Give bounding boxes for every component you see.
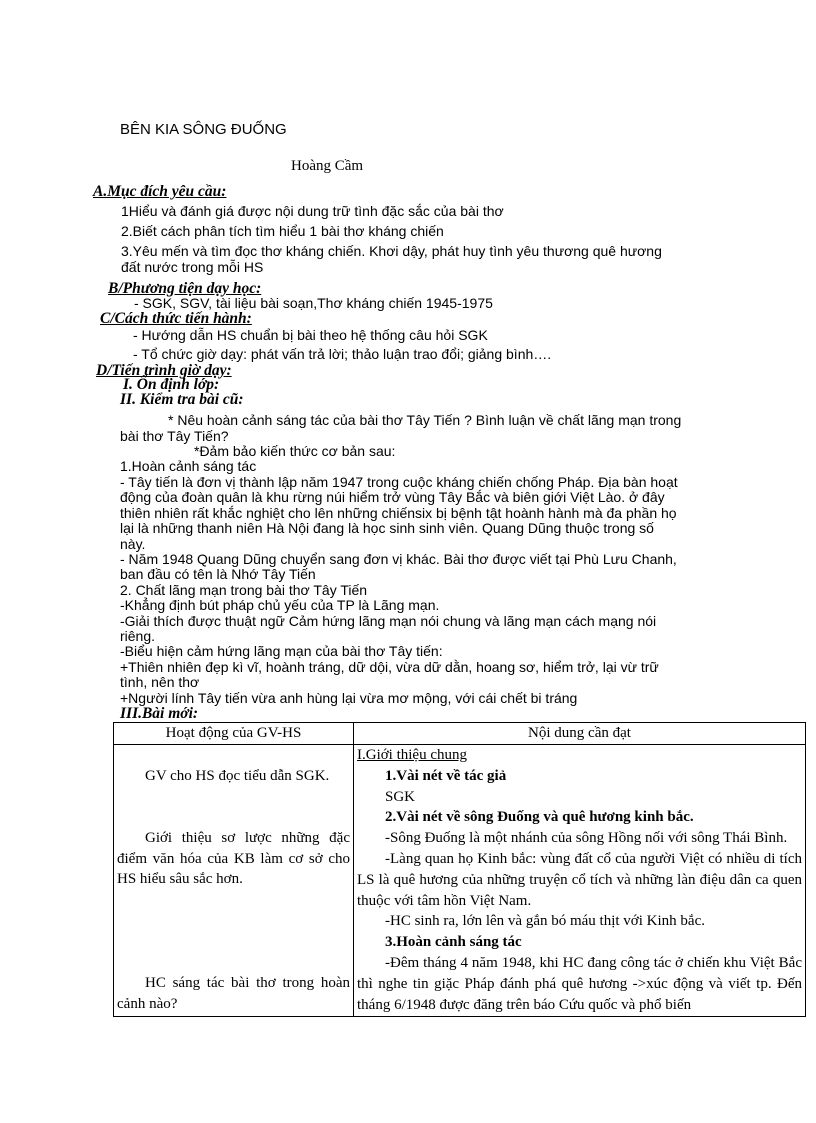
section-c-item-2: - Tổ chức giờ dạy: phát vấn trả lời; thảo luận trao đổi; giảng bình….	[133, 346, 552, 362]
review-line: ban đầu có tên là Nhớ Tây Tiến	[120, 566, 316, 582]
content-intro: I.Giới thiệu chung	[357, 747, 467, 763]
review-line: 1.Hoàn cảnh sáng tác	[120, 458, 257, 474]
review-line: - Năm 1948 Quang Dũng chuyển sang đơn vị khác. Bài thơ được viết tại Phù Lưu Chanh,	[120, 551, 677, 567]
content-paragraph: -Làng quan họ Kinh bắc: vùng đất cổ của người Việt có nhiều di tích LS là quê hương của những truyện cổ tích và những làn điệu dân ca quen thuộc với tâm hồn Việt Nam.	[357, 850, 802, 909]
section-a-item-1: 1Hiểu và đánh giá được nội dung trữ tình đặc sắc của bài thơ	[121, 203, 504, 219]
review-line: - Tây tiến là đơn vị thành lập năm 1947 trong cuộc kháng chiến chống Pháp. Địa bàn hoạt	[120, 474, 678, 490]
activity-line: GV cho HS đọc tiểu dẫn SGK.	[145, 768, 330, 784]
content-heading-2: 2.Vài nét về sông Đuống và quê hương kinh bắc.	[385, 809, 694, 826]
review-line: này.	[120, 536, 146, 552]
review-line: động của đoàn quân là khu rừng núi hiểm trở vùng Tây Bắc và biên giới Việt Lào. ở đây	[120, 489, 665, 505]
document-title: BÊN KIA SÔNG ĐUỐNG	[120, 121, 287, 138]
author-name: Hoàng Cầm	[291, 158, 364, 174]
section-c-item-1: - Hướng dẫn HS chuẩn bị bài theo hệ thống câu hỏi SGK	[133, 327, 488, 343]
section-d-heading: D/Tiến trình giờ dạy:	[96, 362, 232, 379]
review-line: -Giải thích được thuật ngữ Cảm hứng lãng mạn nói chung và lãng mạn cách mạng nói	[120, 613, 657, 629]
section-a-item-3: 3.Yêu mến và tìm đọc thơ kháng chiến. Khơi dậy, phát huy tình yêu thương quê hương	[121, 243, 662, 259]
content-heading-3: 3.Hoàn cảnh sáng tác	[385, 934, 522, 951]
content-sgk: SGK	[385, 788, 416, 805]
review-line: riêng.	[120, 628, 156, 644]
section-b-heading: B/Phương tiện dạy học:	[108, 280, 262, 297]
content-paragraph: -Đêm tháng 4 năm 1948, khi HC đang công tác ở chiến khu Việt Bắc thì nghe tin giặc Pháp đánh phá quê hương ->xúc động và viết tp. Đến tháng 6/1948 được đăng trên báo Cứu quốc và phổ biến	[357, 954, 802, 1013]
review-line: lại là những thanh niên Hà Nội đang là học sinh sinh viên. Quang Dũng thuộc trong số	[120, 520, 654, 536]
content-paragraph: -Sông Đuống là một nhánh của sông Hồng nối với sông Thái Bình.	[385, 830, 788, 847]
content-paragraph: -HC sinh ra, lớn lên và gắn bó máu thịt với Kinh bắc.	[385, 913, 705, 930]
activity-line: HC sáng tác bài thơ trong hoàn cảnh nào?	[117, 975, 350, 1012]
activity-cell	[114, 745, 354, 1017]
table-header-activity: Hoạt động của GV-HS	[114, 723, 354, 745]
section-c-heading: C/Cách thức tiến hành:	[100, 310, 252, 327]
review-line: thiên nhiên rất khắc nghiệt cho lên những chiếnsix bị bệnh tật hoành hành mà đa phần họ	[120, 505, 677, 521]
section-b-item-1: - SGK, SGV, tài liệu bài soạn,Thơ kháng chiến 1945-1975	[134, 295, 493, 311]
review-line: * Nêu hoàn cảnh sáng tác của bài thơ Tây Tiến ? Bình luận về chất lãng mạn trong	[168, 412, 682, 428]
content-heading-1: 1.Vài nét về tác giả	[385, 767, 507, 784]
section-a-item-2: 2.Biết cách phân tích tìm hiểu 1 bài thơ kháng chiến	[121, 223, 444, 239]
table-row	[114, 745, 806, 1017]
table-header-content: Nội dung cần đạt	[354, 723, 806, 745]
content-cell	[354, 745, 806, 1017]
activity-line: Giới thiệu sơ lược những đặc điểm văn hóa của KB làm cơ sở cho HS hiểu sâu sắc hơn.	[117, 829, 350, 888]
review-line: bài thơ Tây Tiến?	[120, 428, 229, 444]
table-header-row	[114, 723, 806, 745]
review-line: *Đảm bảo kiến thức cơ bản sau:	[194, 443, 396, 459]
review-line: 2. Chất lãng mạn trong bài thơ Tây Tiến	[120, 582, 368, 598]
review-line: +Người lính Tây tiến vừa anh hùng lại vừa mơ mộng, với cái chết bi tráng	[120, 690, 578, 706]
section-d-sub2: II. Kiểm tra bài cũ:	[120, 391, 244, 408]
section-a-item-3-cont: đất nước trong mỗi HS	[121, 259, 264, 275]
section-a-heading: A.Mục đích yêu cầu:	[93, 183, 227, 200]
review-line: +Thiên nhiên đẹp kì vĩ, hoành tráng, dữ dội, vừa dữ dằn, hoang sơ, hiểm trở, lại vừ trữ	[120, 659, 659, 675]
review-line: -Biểu hiện cảm hứng lãng mạn của bài thơ Tây tiến:	[120, 643, 443, 659]
lesson-table	[113, 722, 806, 1017]
review-line: -Khẳng định bút pháp chủ yếu của TP là Lãng mạn.	[120, 597, 440, 613]
section-d-sub3: III.Bài mới:	[120, 705, 199, 722]
section-d-sub1: I. Ổn định lớp:	[123, 376, 220, 393]
review-line: tình, nên thơ	[120, 674, 200, 690]
